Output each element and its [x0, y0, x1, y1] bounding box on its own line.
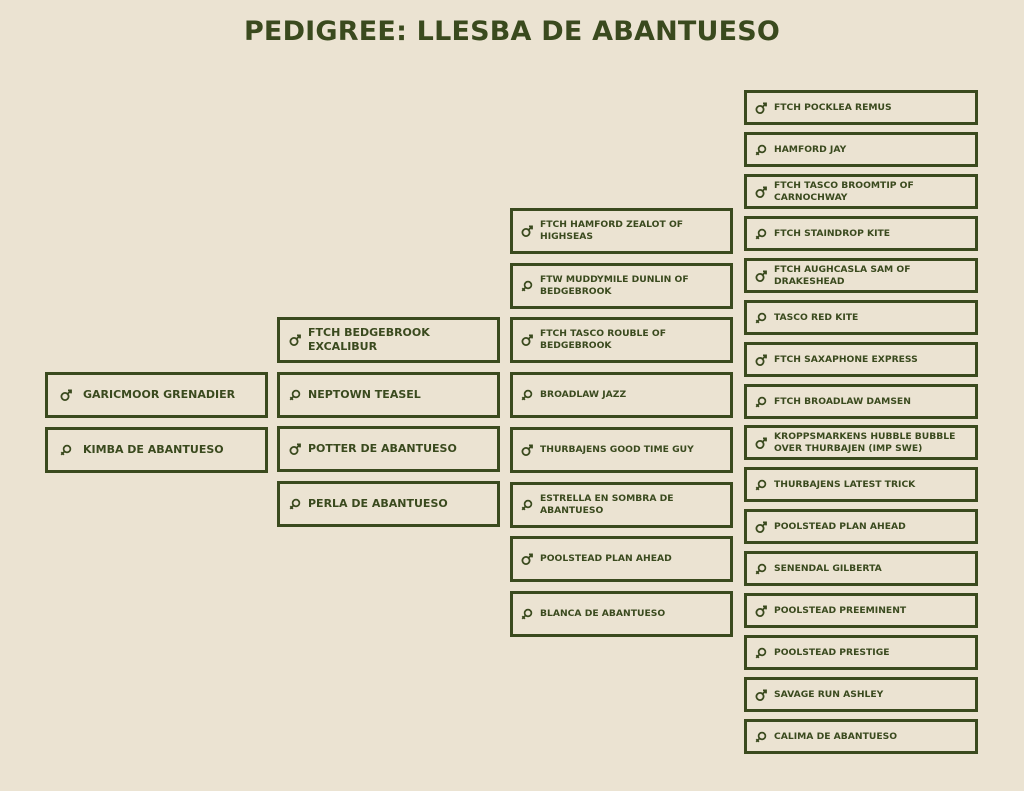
male-icon	[289, 442, 301, 456]
ancestor-name: KIMBA DE ABANTUESO	[83, 442, 224, 456]
male-icon	[755, 688, 767, 702]
pedigree-box-gen3[interactable]	[510, 317, 733, 363]
ancestor-name: FTCH BEDGEBROOK EXCALIBUR	[308, 325, 430, 353]
male-icon	[755, 101, 767, 115]
female-icon	[289, 388, 301, 402]
female-icon	[755, 395, 767, 409]
ancestor-name: BROADLAW JAZZ	[540, 389, 627, 401]
male-icon	[521, 333, 533, 347]
pedigree-box-gen4[interactable]	[744, 635, 978, 670]
male-icon	[289, 333, 301, 347]
ancestor-name: KROPPSMARKENS HUBBLE BUBBLE OVER THURBAJEN (IMP SWE)	[774, 430, 956, 454]
ancestor-name: SENENDAL GILBERTA	[774, 562, 882, 574]
female-icon	[755, 311, 767, 325]
ancestor-name: POOLSTEAD PLAN AHEAD	[540, 553, 672, 565]
pedigree-box-gen1[interactable]	[45, 372, 268, 418]
pedigree-box-gen3[interactable]	[510, 372, 733, 418]
ancestor-name: SAVAGE RUN ASHLEY	[774, 688, 884, 700]
pedigree-box-gen2[interactable]	[277, 372, 500, 418]
female-icon	[521, 498, 533, 512]
pedigree-box-gen1[interactable]	[45, 427, 268, 473]
page-title: PEDIGREE: LLESBA DE ABANTUESO	[243, 16, 781, 47]
pedigree-box-gen4[interactable]	[744, 593, 978, 628]
ancestor-name: FTCH SAXAPHONE EXPRESS	[774, 353, 918, 365]
pedigree-box-gen2[interactable]	[277, 317, 500, 363]
ancestor-name: POTTER DE ABANTUESO	[308, 441, 457, 455]
pedigree-box-gen3[interactable]	[510, 263, 733, 309]
pedigree-box-gen4[interactable]	[744, 425, 978, 460]
pedigree-box-gen4[interactable]	[744, 216, 978, 251]
female-icon	[521, 388, 533, 402]
ancestor-name: FTCH TASCO BROOMTIP OF CARNOCHWAY	[774, 179, 914, 203]
pedigree-box-gen3[interactable]	[510, 536, 733, 582]
male-icon	[755, 269, 767, 283]
pedigree-box-gen4[interactable]	[744, 300, 978, 335]
pedigree-box-gen4[interactable]	[744, 467, 978, 502]
pedigree-box-gen4[interactable]	[744, 677, 978, 712]
female-icon	[755, 143, 767, 157]
male-icon	[521, 443, 533, 457]
ancestor-name: NEPTOWN TEASEL	[308, 387, 421, 401]
female-icon	[521, 279, 533, 293]
ancestor-name: POOLSTEAD PLAN AHEAD	[774, 520, 906, 532]
ancestor-name: BLANCA DE ABANTUESO	[540, 608, 666, 620]
ancestor-name: CALIMA DE ABANTUESO	[774, 730, 898, 742]
pedigree-box-gen4[interactable]	[744, 258, 978, 293]
male-icon	[755, 185, 767, 199]
pedigree-box-gen2[interactable]	[277, 481, 500, 527]
ancestor-name: FTCH TASCO ROUBLE OF BEDGEBROOK	[540, 328, 666, 351]
female-icon	[289, 497, 301, 511]
male-icon	[521, 552, 533, 566]
male-icon	[755, 520, 767, 534]
pedigree-box-gen4[interactable]	[744, 90, 978, 125]
ancestor-name: TASCO RED KITE	[774, 311, 859, 323]
ancestor-name: THURBAJENS LATEST TRICK	[774, 478, 916, 490]
female-icon	[755, 478, 767, 492]
female-icon	[755, 562, 767, 576]
male-icon	[521, 224, 533, 238]
ancestor-name: FTCH POCKLEA REMUS	[774, 101, 892, 113]
pedigree-box-gen3[interactable]	[510, 591, 733, 637]
pedigree-box-gen4[interactable]	[744, 174, 978, 209]
ancestor-name: POOLSTEAD PREEMINENT	[774, 604, 907, 616]
ancestor-name: THURBAJENS GOOD TIME GUY	[540, 444, 694, 456]
ancestor-name: FTW MUDDYMILE DUNLIN OF BEDGEBROOK	[540, 274, 689, 297]
pedigree-box-gen4[interactable]	[744, 342, 978, 377]
male-icon	[60, 388, 72, 402]
ancestor-name: FTCH AUGHCASLA SAM OF DRAKESHEAD	[774, 263, 911, 287]
pedigree-box-gen3[interactable]	[510, 482, 733, 528]
female-icon	[521, 607, 533, 621]
ancestor-name: FTCH HAMFORD ZEALOT OF HIGHSEAS	[540, 219, 684, 242]
pedigree-box-gen4[interactable]	[744, 551, 978, 586]
pedigree-box-gen3[interactable]	[510, 427, 733, 473]
pedigree-box-gen4[interactable]	[744, 384, 978, 419]
ancestor-name: ESTRELLA EN SOMBRA DE ABANTUESO	[540, 493, 674, 516]
ancestor-name: HAMFORD JAY	[774, 143, 847, 155]
pedigree-box-gen2[interactable]	[277, 426, 500, 472]
ancestor-name: FTCH STAINDROP KITE	[774, 227, 891, 239]
pedigree-box-gen4[interactable]	[744, 719, 978, 754]
female-icon	[755, 227, 767, 241]
ancestor-name: PERLA DE ABANTUESO	[308, 496, 448, 510]
male-icon	[755, 353, 767, 367]
ancestor-name: GARICMOOR GRENADIER	[83, 387, 236, 401]
male-icon	[755, 604, 767, 618]
female-icon	[755, 646, 767, 660]
female-icon	[755, 730, 767, 744]
pedigree-box-gen4[interactable]	[744, 132, 978, 167]
female-icon	[60, 443, 72, 457]
male-icon	[755, 436, 767, 450]
pedigree-box-gen3[interactable]	[510, 208, 733, 254]
ancestor-name: POOLSTEAD PRESTIGE	[774, 646, 890, 658]
pedigree-box-gen4[interactable]	[744, 509, 978, 544]
ancestor-name: FTCH BROADLAW DAMSEN	[774, 395, 911, 407]
